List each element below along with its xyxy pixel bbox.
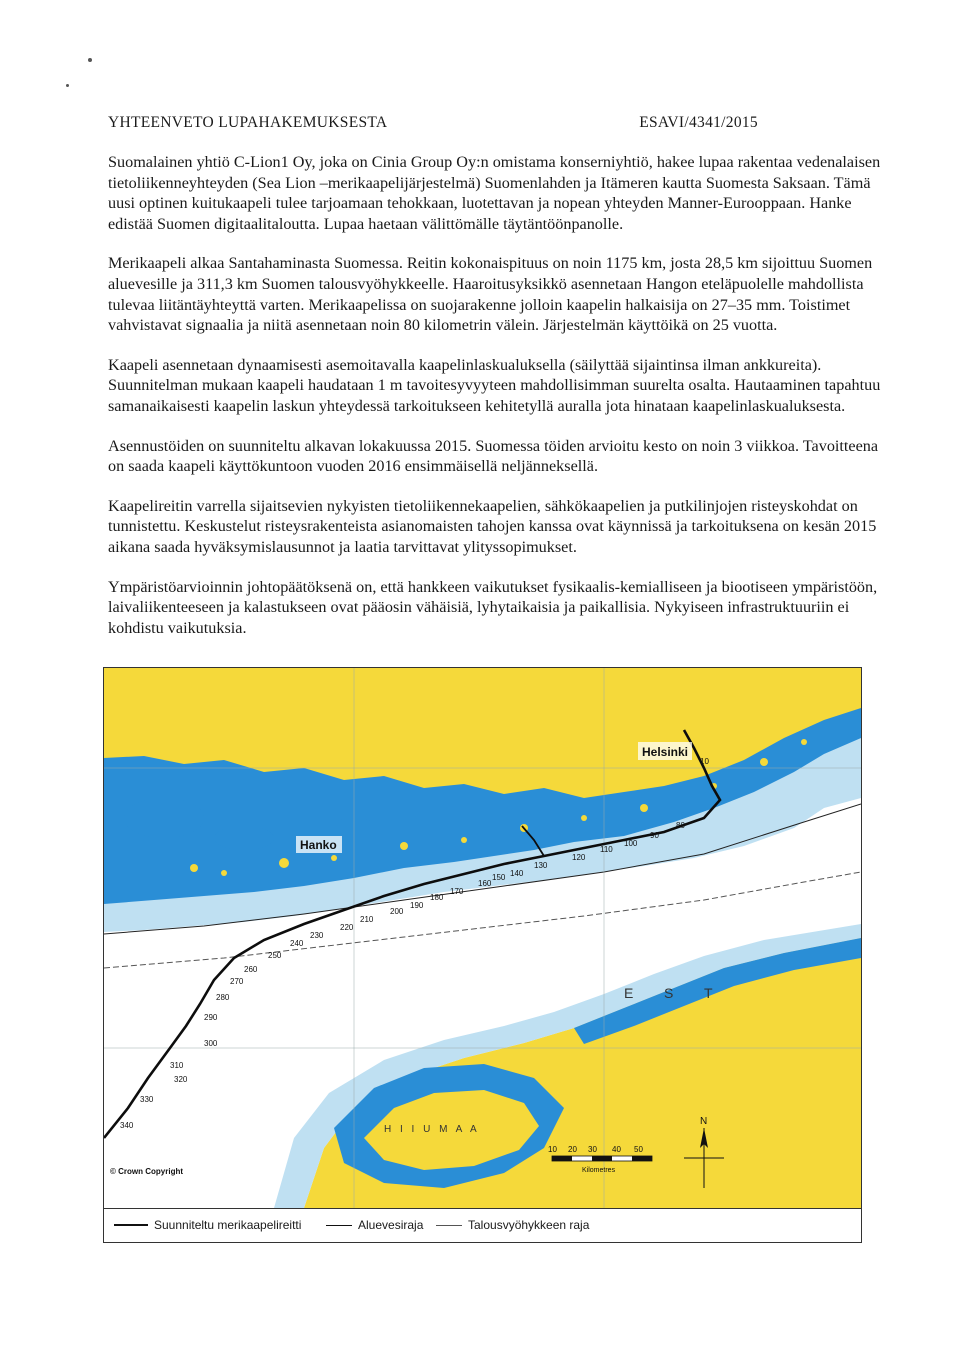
scale-tick: 50	[634, 1145, 643, 1154]
km-marker: 120	[572, 853, 586, 862]
km-marker: 140	[510, 869, 524, 878]
km-marker: 110	[600, 845, 613, 854]
legend-eez	[436, 1218, 589, 1232]
reference-number: ESAVI/4341/2015	[639, 114, 758, 131]
lake	[124, 798, 204, 838]
km-marker: 340	[120, 1121, 134, 1130]
km-marker: 80	[676, 821, 685, 830]
legend-cable	[114, 1218, 301, 1232]
km-marker: 210	[360, 915, 374, 924]
scale-unit: Kilometres	[582, 1167, 616, 1174]
scan-speck	[66, 84, 69, 87]
scale-tick: 40	[612, 1145, 621, 1154]
km-marker: 290	[204, 1013, 218, 1022]
scale-tick: 30	[588, 1145, 597, 1154]
sea-letter: T	[704, 985, 713, 1001]
legend-eez-label: Talousvyöhykkeen raja	[468, 1218, 590, 1232]
km-marker: 200	[390, 907, 404, 916]
km-marker: 300	[204, 1039, 218, 1048]
km-marker: 230	[310, 931, 324, 940]
paragraph-installation: Kaapeli asennetaan dynaamisesti asemoitavalla kaapelinlaskualuksella (säilyttää sijaintinsa ilman ankkureita). Suunnitelman mukaan kaapeli haudataan 1 m tavoitesyvyyteen mahdollisimman suurelta osalta. Hautaaminen tapahtuu samanaikaisesti kaapelin laskun yhteydessä tarkoitukseen kehitetyllä auralla jota hinataan kaapelinlaskualuksesta.	[108, 355, 881, 415]
legend-cable-label: Suunniteltu merikaapelireitti	[154, 1218, 302, 1232]
km-marker: 160	[478, 879, 492, 888]
legend-territorial-label: Aluevesiraja	[358, 1218, 424, 1232]
sea-letter: S	[664, 985, 674, 1001]
legend-cable-line	[114, 1224, 148, 1226]
sea-letter: E	[624, 985, 634, 1001]
nautical-chart	[104, 668, 861, 1208]
scan-speck	[88, 58, 92, 62]
km-marker: 90	[650, 831, 659, 840]
legend-territorial	[326, 1218, 423, 1232]
scale-tick: 20	[568, 1145, 577, 1154]
legend-territorial-line	[326, 1225, 352, 1226]
km-marker: 280	[216, 993, 230, 1002]
document-header	[108, 114, 758, 138]
paragraph-route: Merikaapeli alkaa Santahaminasta Suomessa. Reitin kokonaispituus on noin 1175 km, josta 28,5 km sijoittuu Suomen aluevesille ja 311,3 km Suomen talousvyöhykkeelle. Haaroitusyksikkö asennetaan Hangon eteläpuolelle mahdollista tulevaa liitäntäyhteyttä varten. Merikaapelissa on suojarakenne jolloin kaapelin halkaisija on 27–35 mm. Toistimet vahvistavat signaalia ja niitä asennetaan noin 80 kilometrin välein. Järjestelmän käyttöikä on 25 vuotta.	[108, 254, 873, 335]
km-marker: 310	[170, 1061, 184, 1070]
km-marker: 240	[290, 939, 304, 948]
legend-eez-line	[436, 1225, 462, 1226]
km-marker: 150	[492, 873, 506, 882]
km-marker: 260	[244, 965, 258, 974]
km-marker: 180	[430, 893, 444, 902]
place-hanko: Hanko	[300, 838, 337, 852]
document-title: YHTEENVETO LUPAHAKEMUKSESTA	[108, 114, 388, 131]
island-name: H I I U M A A	[384, 1124, 480, 1135]
paragraph-intro: Suomalainen yhtiö C-Lion1 Oy, joka on Cinia Group Oy:n omistama konserniyhtiö, hakee lupaa rakentaa vedenalaisen tietoliikenneyhteyden (Sea Lion –merikaapelijärjestelmä) Suomenlahden ja Itämeren kautta Suomesta Saksaan. Tämä uusi optinen kuitukaapeli tulee tarjoamaan tehokkaan, luotettavan ja nopean yhteyden Manner-Eurooppaan. Hanke edistää Suomen digitaalitaloutta. Lupaa haetaan välittömälle täytäntöönpanolle.	[108, 153, 881, 233]
km-marker: 330	[140, 1095, 154, 1104]
document-body	[108, 152, 888, 657]
map-legend	[103, 1209, 862, 1243]
km-marker: 170	[450, 887, 464, 896]
paragraph-crossings: Kaapelireitin varrella sijaitsevien nykyisten tietoliikennekaapelien, sähkökaapelien ja putkilinjojen risteyskohdat on tunnistettu. Keskustelut risteysrakenteista asianomaisten tahojen kanssa ovat käynnissä ja tarkoituksena on kesän 2015 aikana saada hyväksymislausunnot ja laatia tarvittavat ylityssopimukset.	[108, 496, 877, 556]
north-label: N	[700, 1116, 708, 1127]
paragraph-environment: Ympäristöarvioinnin johtopäätöksenä on, että hankkeen vaikutukset fysikaalis-kemialliseen ja biootiseen ympäristöön, laivaliikenteeseen ja kalastukseen ovat pääosin vähäisiä, lyhytaikaisia ja paikallisia. Nykyiseen infrastruktuuriin ei kohdistu vaikutuksia.	[108, 577, 878, 637]
km-marker: 320	[174, 1075, 188, 1084]
paragraph-schedule: Asennustöiden on suunniteltu alkavan lokakuussa 2015. Suomessa töiden arvioitu kesto on noin 3 viikkoa. Tavoitteena on saada kaapeli käyttökuntoon vuoden 2016 ensimmäisellä neljänneksellä.	[108, 436, 879, 476]
place-helsinki: Helsinki	[642, 745, 689, 759]
scale-tick: 10	[548, 1145, 557, 1154]
km-marker: 220	[340, 923, 354, 932]
route-map	[103, 667, 862, 1209]
km-marker: 250	[268, 951, 282, 960]
km-marker: 100	[624, 839, 638, 848]
km-marker: 190	[410, 901, 424, 910]
lake	[214, 826, 274, 850]
map-copyright: © Crown Copyright	[110, 1167, 183, 1176]
km-marker: 130	[534, 861, 548, 870]
km-marker: 10	[700, 757, 709, 766]
km-marker: 270	[230, 977, 244, 986]
